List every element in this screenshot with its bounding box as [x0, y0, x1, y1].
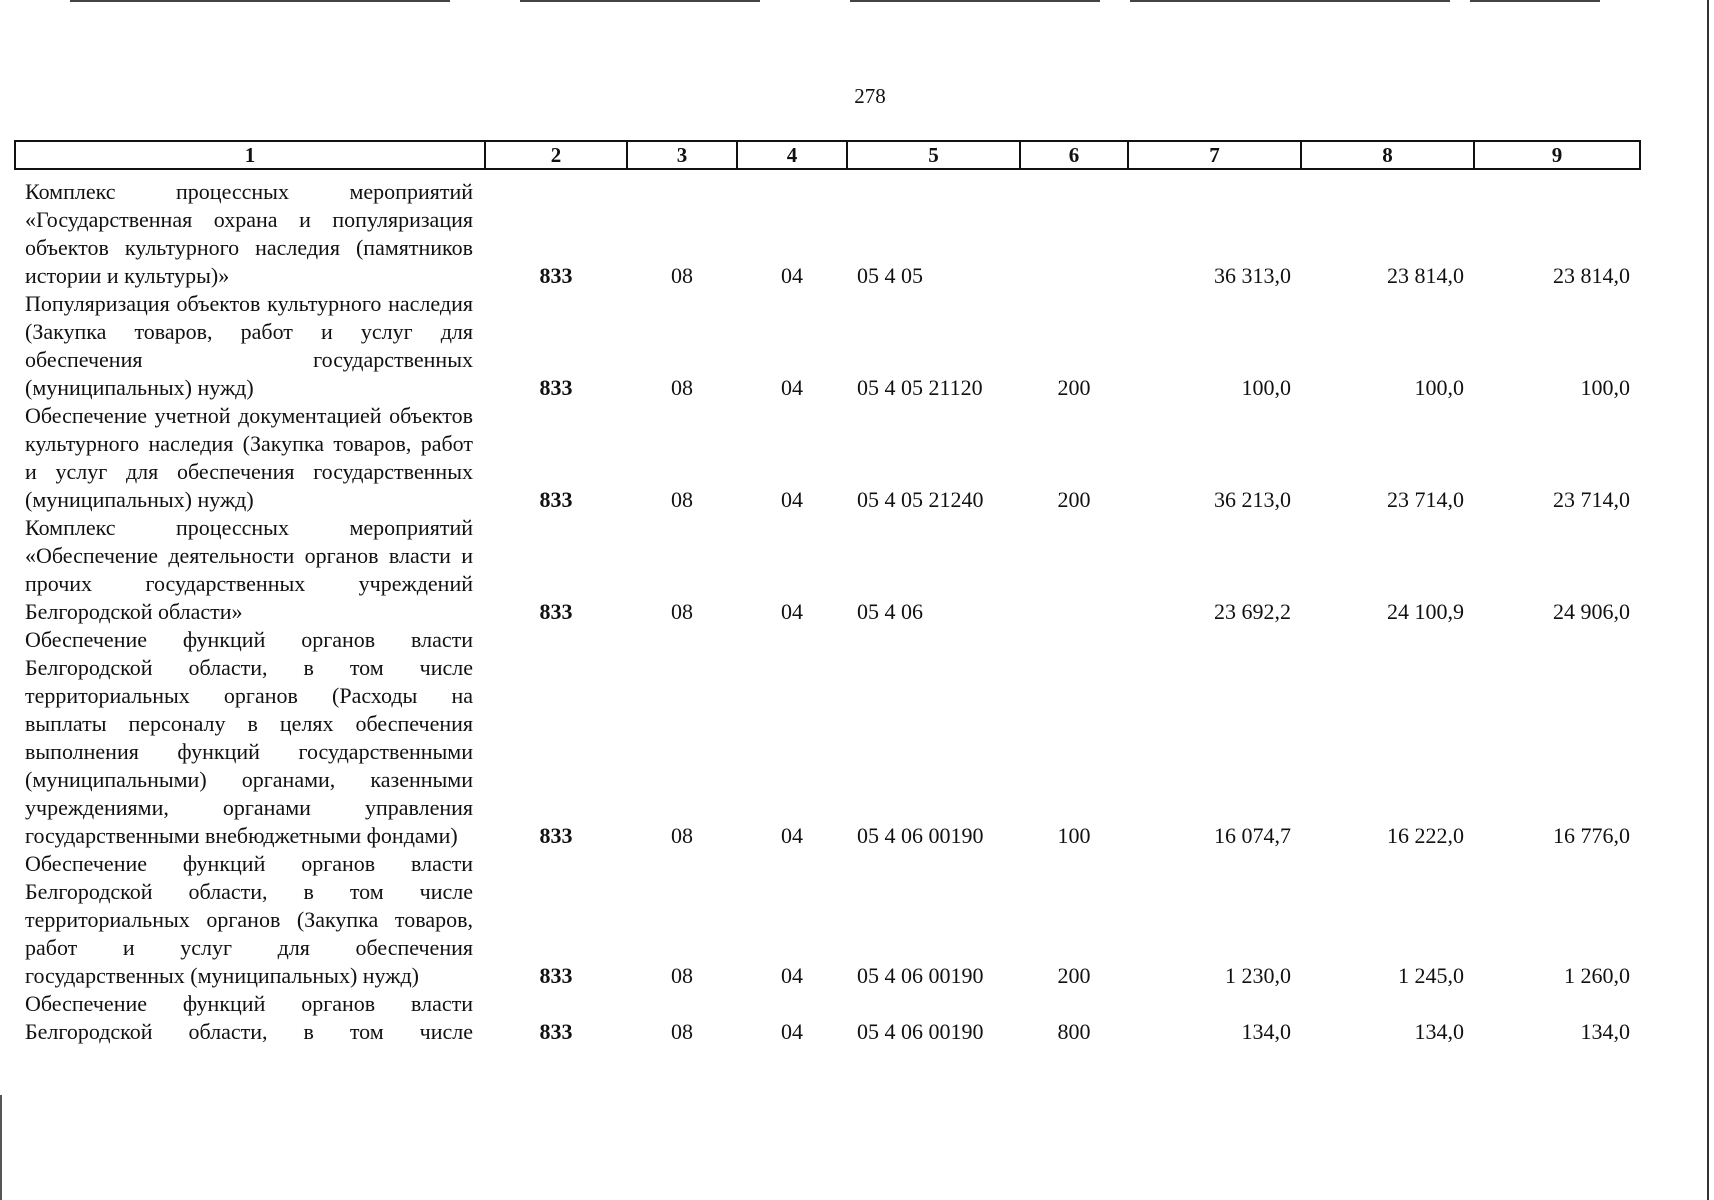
amount-col-7: 100,0	[1241, 375, 1291, 400]
target-article-code: 05 4 06 00190	[857, 823, 984, 848]
amount-col-7: 134,0	[1241, 1019, 1291, 1044]
table-row	[15, 402, 1640, 514]
expense-type-code: 200	[1057, 487, 1091, 512]
section-code: 08	[671, 375, 693, 400]
ministry-code: 833	[539, 1019, 573, 1044]
amount-col-8: 24 100,9	[1387, 599, 1464, 624]
row-description: Комплекс процессных мероприятий «Государственная охрана и популяризация объектов культурного наследия (памятников истории и культуры)»	[25, 179, 473, 288]
ministry-code: 833	[539, 263, 573, 288]
table-row	[15, 169, 1640, 290]
row-description: Обеспечение функций органов власти Белгородской области, в том числе территориальных органов (Расходы на выплаты персоналу в целях обеспечения выполнения функций государственными (муниципальными) органами, казенными учреждениями, органами управления государственными внебюджетными фондами)	[25, 627, 473, 848]
row-description: Обеспечение учетной документацией объектов культурного наследия (Закупка товаров, работ и услуг для обеспечения государственных (муниципальных) нужд)	[25, 403, 473, 512]
amount-col-9: 134,0	[1580, 1019, 1630, 1044]
target-article-code: 05 4 05	[857, 263, 923, 288]
scan-edge-right	[1707, 0, 1709, 1200]
row-description: Популяризация объектов культурного наследия (Закупка товаров, работ и услуг для обеспечения государственных (муниципальных) нужд)	[25, 291, 473, 400]
amount-col-7: 36 213,0	[1214, 487, 1291, 512]
scan-edge-top	[70, 0, 1620, 2]
expense-type-code: 800	[1057, 1019, 1091, 1044]
amount-col-9: 23 714,0	[1553, 487, 1630, 512]
amount-col-8: 134,0	[1414, 1019, 1464, 1044]
amount-col-7: 1 230,0	[1225, 963, 1291, 988]
section-code: 08	[671, 487, 693, 512]
ministry-code: 833	[539, 823, 573, 848]
target-article-code: 05 4 06 00190	[857, 1019, 984, 1044]
expense-type-code: 200	[1057, 963, 1091, 988]
column-header: 4	[737, 141, 847, 169]
section-code: 08	[671, 263, 693, 288]
page-number: 278	[854, 84, 886, 108]
section-code: 08	[671, 963, 693, 988]
scan-edge-left	[0, 1095, 2, 1200]
row-description: Обеспечение функций органов власти Белгородской области, в том числе	[25, 991, 473, 1044]
expense-type-code	[1020, 514, 1128, 626]
expense-type-code	[1020, 169, 1128, 290]
subsection-code: 04	[781, 823, 803, 848]
table-row	[15, 990, 1640, 1046]
table-row	[15, 290, 1640, 402]
subsection-code: 04	[781, 1019, 803, 1044]
table-row	[15, 626, 1640, 850]
budget-table	[14, 140, 1641, 1046]
target-article-code: 05 4 06 00190	[857, 963, 984, 988]
section-code: 08	[671, 823, 693, 848]
amount-col-9: 24 906,0	[1553, 599, 1630, 624]
row-description: Обеспечение функций органов власти Белгородской области, в том числе территориальных органов (Закупка товаров, работ и услуг для обеспечения государственных (муниципальных) нужд)	[25, 851, 473, 988]
column-header: 5	[847, 141, 1020, 169]
section-code: 08	[671, 599, 693, 624]
subsection-code: 04	[781, 963, 803, 988]
column-header: 1	[15, 141, 485, 169]
expense-type-code: 100	[1057, 823, 1091, 848]
target-article-code: 05 4 06	[857, 599, 923, 624]
ministry-code: 833	[539, 375, 573, 400]
column-header: 2	[485, 141, 627, 169]
amount-col-7: 36 313,0	[1214, 263, 1291, 288]
amount-col-9: 100,0	[1580, 375, 1630, 400]
amount-col-8: 1 245,0	[1398, 963, 1464, 988]
table-row	[15, 514, 1640, 626]
ministry-code: 833	[539, 599, 573, 624]
amount-col-9: 23 814,0	[1553, 263, 1630, 288]
amount-col-7: 23 692,2	[1214, 599, 1291, 624]
ministry-code: 833	[539, 963, 573, 988]
amount-col-8: 16 222,0	[1387, 823, 1464, 848]
row-description: Комплекс процессных мероприятий «Обеспечение деятельности органов власти и прочих государственных учреждений Белгородской области»	[25, 515, 473, 624]
column-header: 9	[1474, 141, 1640, 169]
target-article-code: 05 4 05 21120	[857, 375, 983, 400]
amount-col-8: 23 714,0	[1387, 487, 1464, 512]
target-article-code: 05 4 05 21240	[857, 487, 984, 512]
section-code: 08	[671, 1019, 693, 1044]
expense-type-code: 200	[1057, 375, 1091, 400]
column-header: 6	[1020, 141, 1128, 169]
amount-col-8: 100,0	[1414, 375, 1464, 400]
amount-col-7: 16 074,7	[1214, 823, 1291, 848]
column-header: 8	[1301, 141, 1474, 169]
amount-col-9: 16 776,0	[1553, 823, 1630, 848]
subsection-code: 04	[781, 487, 803, 512]
column-header: 7	[1128, 141, 1301, 169]
subsection-code: 04	[781, 599, 803, 624]
amount-col-8: 23 814,0	[1387, 263, 1464, 288]
subsection-code: 04	[781, 263, 803, 288]
amount-col-9: 1 260,0	[1564, 963, 1630, 988]
table-row	[15, 850, 1640, 990]
ministry-code: 833	[539, 487, 573, 512]
subsection-code: 04	[781, 375, 803, 400]
column-number-header	[15, 141, 1640, 169]
column-header: 3	[627, 141, 737, 169]
